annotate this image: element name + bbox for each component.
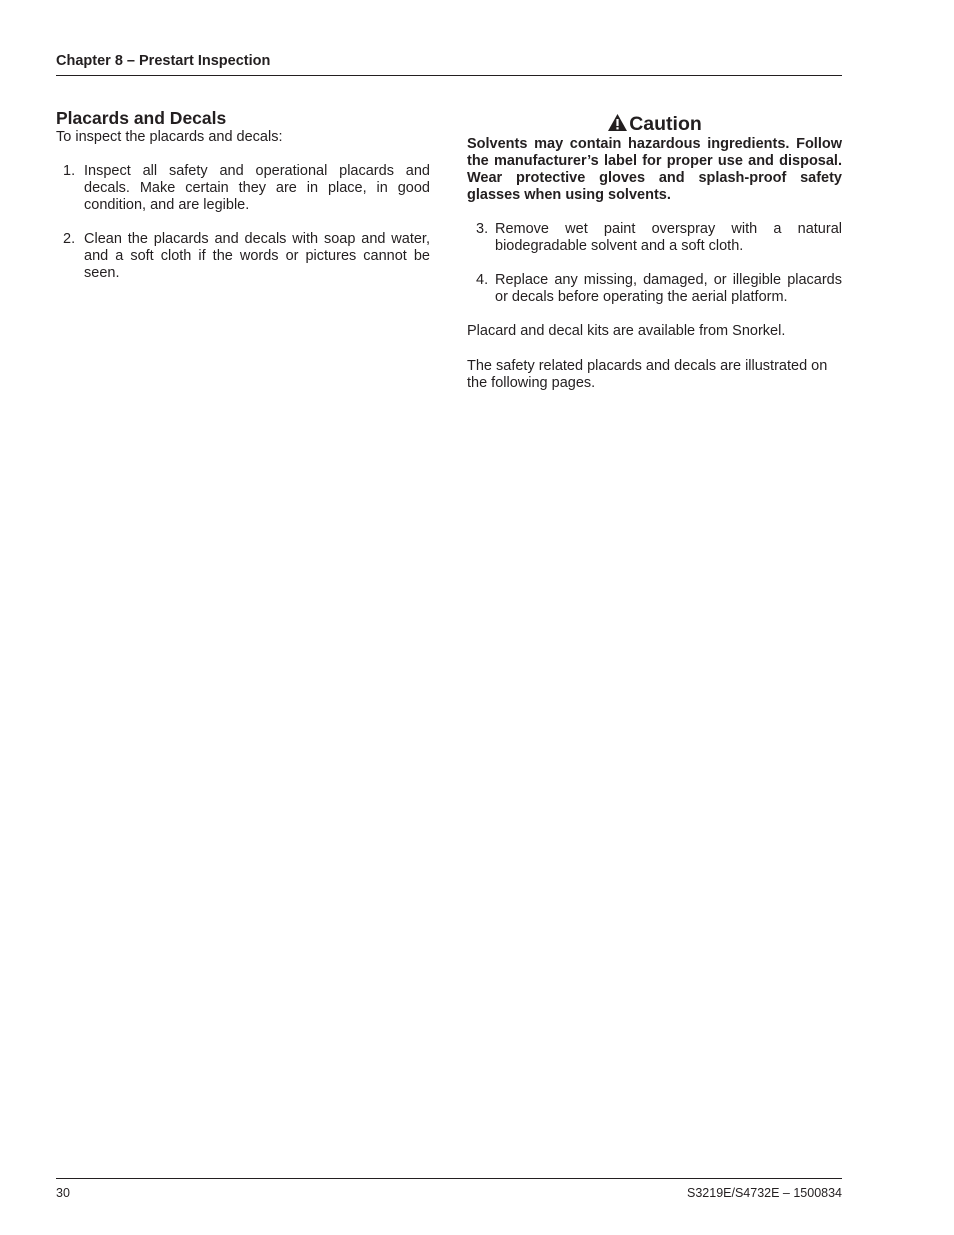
- list-item: [467, 221, 842, 255]
- caution-text: Solvents may contain hazardous ingredients. Follow the manufacturer’s label for proper use and disposal. Wear protective gloves and splash-proof safety glasses when using solvents.: [467, 136, 842, 203]
- document-id: S3219E/S4732E – 1500834: [687, 1186, 842, 1200]
- caution-heading: [467, 112, 842, 136]
- step-number: 4.: [476, 272, 489, 288]
- section-heading: Placards and Decals: [56, 108, 227, 128]
- steps-list-left: [56, 163, 430, 282]
- right-column: [467, 112, 842, 392]
- step-text: Clean the placards and decals with soap and water, and a soft cloth if the words or pictures cannot be seen.: [84, 231, 430, 281]
- list-item: [56, 231, 430, 282]
- warning-triangle-icon: [607, 113, 629, 135]
- step-number: 3.: [476, 221, 489, 237]
- caution-title: Caution: [629, 113, 702, 135]
- step-text: Inspect all safety and operational placards and decals. Make certain they are in place, in good condition, and are legible.: [84, 163, 430, 213]
- illustrated-paragraph: The safety related placards and decals are illustrated on the following pages.: [467, 358, 828, 391]
- header-rule: [56, 75, 842, 76]
- step-text: Remove wet paint overspray with a natural biodegradable solvent and a soft cloth.: [495, 221, 842, 254]
- footer-rule: [56, 1178, 842, 1179]
- list-item: [56, 163, 430, 214]
- left-column: [56, 108, 430, 282]
- steps-list-right: [467, 221, 842, 306]
- list-item: [467, 272, 842, 306]
- page-number: 30: [56, 1186, 70, 1200]
- step-number: 1.: [63, 163, 76, 179]
- step-text: Replace any missing, damaged, or illegible placards or decals before operating the aerial platform.: [495, 272, 842, 305]
- kits-paragraph: Placard and decal kits are available from Snorkel.: [467, 323, 786, 339]
- step-number: 2.: [63, 231, 76, 247]
- chapter-header: Chapter 8 – Prestart Inspection: [56, 53, 271, 69]
- intro-text: To inspect the placards and decals:: [56, 129, 283, 145]
